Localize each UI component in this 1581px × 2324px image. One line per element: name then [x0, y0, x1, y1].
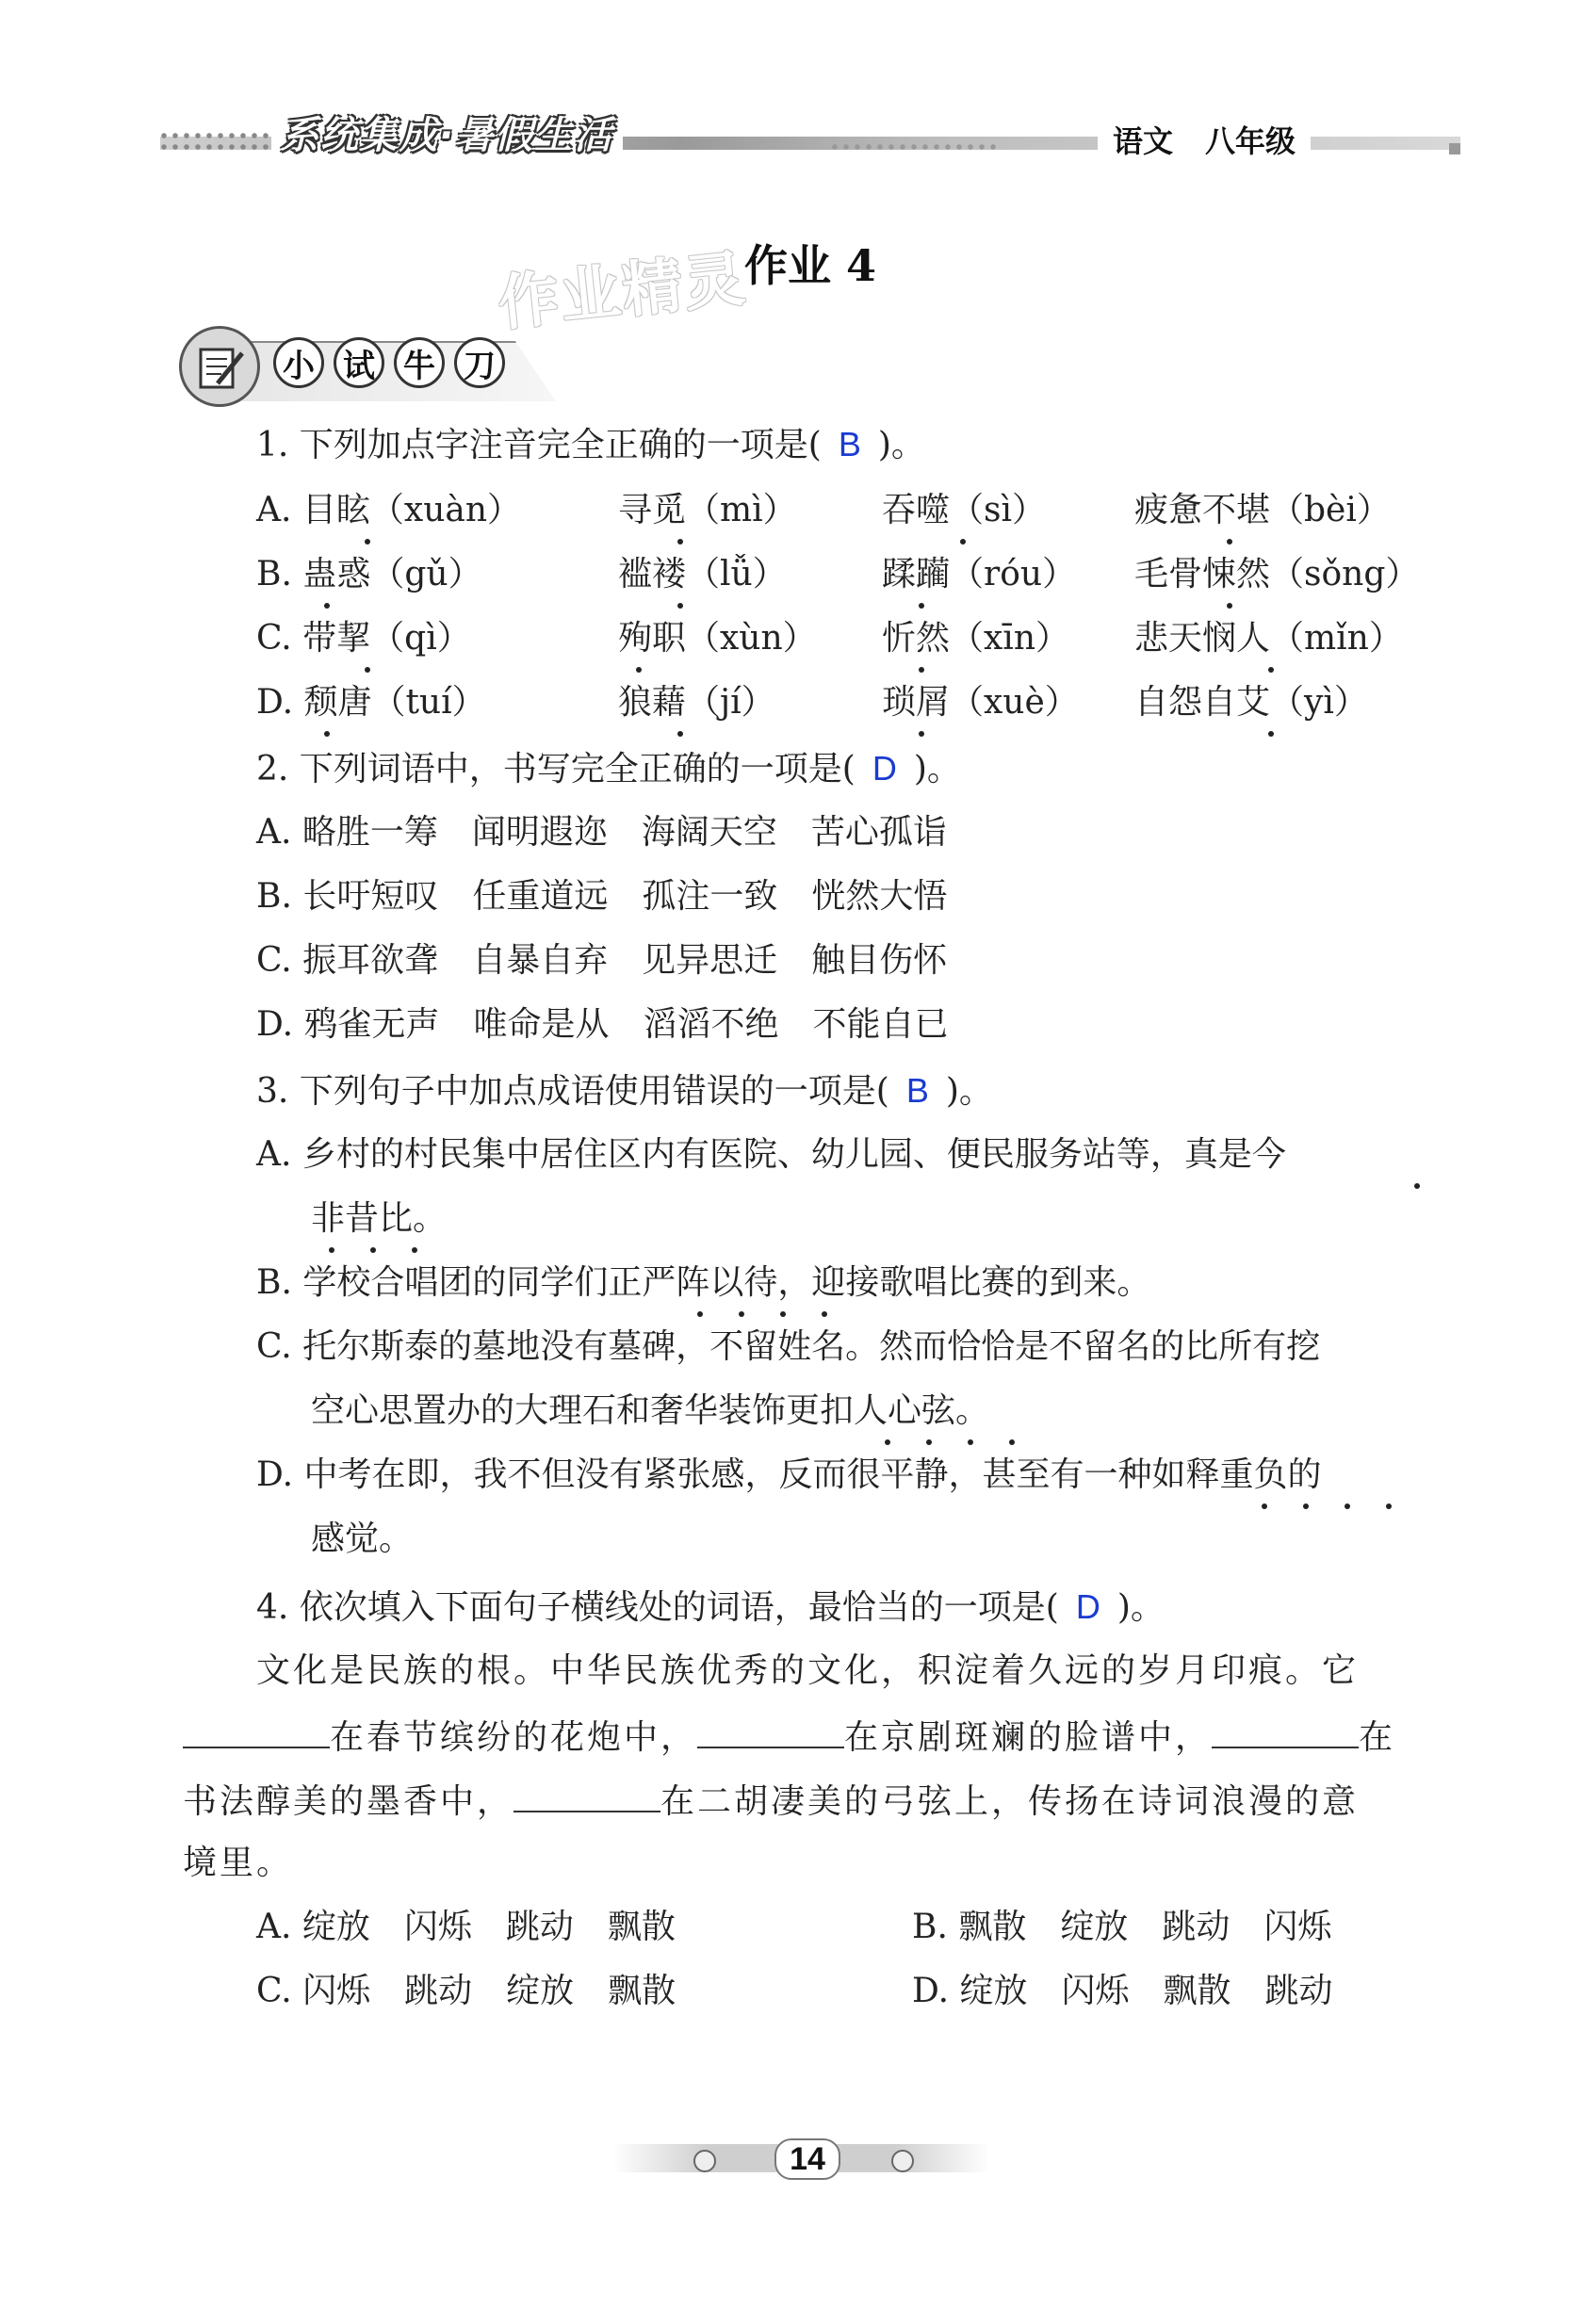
q1-option-b-1: B. 蛊惑（gǔ）	[256, 555, 482, 593]
q4-stem-text: 4. 依次填入下面句子横线处的词语，最恰当的一项是(	[256, 1588, 1059, 1627]
section-char: 试	[334, 337, 384, 388]
fill-blank-2[interactable]	[697, 1716, 844, 1748]
grade-label: 八年级	[1205, 123, 1296, 159]
q4-option-d: D. 绽放 闪烁 飘散 跳动	[912, 1972, 1333, 2010]
page-number: 14	[774, 2138, 840, 2180]
q4-passage-segment: 书法醇美的墨香中，	[183, 1782, 514, 1821]
watermark-text: 作业精灵	[495, 244, 750, 340]
q3-option-b: B. 学校合唱团的同学们正严阵以待，迎接歌唱比赛的到来。	[256, 1263, 1151, 1302]
series-title: 系统集成·暑假生活	[271, 106, 623, 159]
q1-option-b-4: 毛骨悚然（sǒng）	[1134, 555, 1420, 593]
section-title	[273, 337, 505, 388]
q3-stem-text: 3. 下列句子中加点成语使用错误的一项是(	[256, 1072, 889, 1111]
q3-option-a-line2: 非昔比。	[311, 1199, 448, 1238]
q1-option-a-2: 寻觅（mì）	[618, 491, 797, 529]
q4-passage-line4: 境里。	[183, 1844, 294, 1882]
q2-option-b: B. 长吁短叹 任重道远 孤注一致 恍然大悟	[256, 877, 948, 916]
q1-option-a-1: A. 目眩（xuàn）	[256, 491, 522, 529]
q2-option-d: D. 鸦雀无声 唯命是从 滔滔不绝 不能自已	[256, 1005, 949, 1044]
header-rule-end	[1449, 143, 1460, 154]
q1-option-d-1: D. 颓唐（tuí）	[256, 683, 486, 722]
fill-blank-4[interactable]	[513, 1780, 660, 1812]
q1-option-a-3: 吞噬（sì）	[882, 491, 1046, 529]
q1-option-c-3: 忻然（xīn）	[882, 619, 1070, 658]
q1-option-c-2: 殉职（xùn）	[618, 619, 817, 658]
q1-option-d-2: 狼藉（jí）	[618, 683, 775, 722]
q2-option-a: A. 略胜一筹 闻明遐迩 海阔天空 苦心孤诣	[256, 813, 947, 852]
q4-stem-close: )。	[1116, 1588, 1165, 1627]
q4-passage-segment: 在	[1359, 1718, 1396, 1757]
q1-stem	[256, 426, 925, 464]
q4-passage-segment: 在京剧斑斓的脸谱中，	[844, 1718, 1213, 1757]
q4-passage-segment: 在二胡凄美的弓弦上，传扬在诗词浪漫的意	[660, 1782, 1360, 1821]
q4-passage-segment: 在春节缤纷的花炮中，	[330, 1718, 698, 1757]
subject-grade	[1098, 118, 1311, 161]
section-char: 小	[273, 337, 324, 388]
section-banner	[179, 320, 565, 414]
q1-option-b-3: 蹂躏（róu）	[882, 555, 1077, 593]
q1-option-d-3: 琐屑（xuè）	[882, 683, 1079, 722]
q3-stem-close: )。	[945, 1072, 993, 1111]
q1-stem-close: )。	[877, 426, 925, 464]
q3-stem	[256, 1072, 993, 1111]
header-dots-left	[158, 130, 269, 154]
q2-stem-text: 2. 下列词语中，书写完全正确的一项是(	[256, 750, 856, 788]
q4-option-b: B. 飘散 绽放 跳动 闪烁	[912, 1908, 1332, 1946]
q3-option-d-line1: D. 中考在即，我不但没有紧张感，反而很平静，甚至有一种如释重负的	[256, 1455, 1322, 1494]
section-char: 刀	[454, 337, 505, 388]
q4-answer: D	[1075, 1587, 1100, 1626]
q4-option-a: A. 绽放 闪烁 跳动 飘散	[256, 1908, 676, 1946]
fill-blank-3[interactable]	[1212, 1716, 1359, 1748]
notebook-pencil-icon	[179, 326, 260, 407]
q4-passage-line3	[183, 1780, 1359, 1821]
q2-stem-close: )。	[913, 750, 961, 788]
q2-stem	[256, 750, 961, 788]
q3-option-d-line2: 感觉。	[311, 1520, 414, 1558]
q3-answer: B	[905, 1071, 929, 1110]
q1-option-d-4: 自怨自艾（yì）	[1134, 683, 1368, 722]
q3-option-a-line1: A. 乡村的村民集中居住区内有医院、幼儿园、便民服务站等，真是今	[256, 1135, 1286, 1174]
subject-label: 语文	[1113, 123, 1174, 159]
q1-answer: B	[838, 425, 861, 463]
q1-option-b-2: 褴褛（lǚ）	[618, 555, 787, 593]
q4-stem	[256, 1588, 1165, 1627]
fill-blank-1[interactable]	[183, 1716, 330, 1748]
page-title: 作业 4	[744, 240, 877, 291]
footer-ornament-left	[693, 2150, 716, 2172]
q4-passage-line1: 文化是民族的根。中华民族优秀的文化，积淀着久远的岁月印痕。它	[256, 1651, 1360, 1690]
q1-option-c-4: 悲天悯人（mǐn）	[1134, 619, 1403, 658]
q1-option-a-4: 疲惫不堪（bèi）	[1134, 491, 1391, 529]
q1-stem-text: 1. 下列加点字注音完全正确的一项是(	[256, 426, 822, 464]
q4-option-c: C. 闪烁 跳动 绽放 飘散	[256, 1972, 676, 2010]
header-dots-mid	[829, 141, 999, 153]
q2-answer: D	[872, 749, 897, 788]
footer-ornament-right	[891, 2150, 914, 2172]
q3-option-c-line2: 空心思置办的大理石和奢华装饰更扣人心弦。	[311, 1391, 990, 1430]
q4-passage-line2	[183, 1716, 1395, 1757]
q1-option-c-1: C. 带挈（qì）	[256, 619, 471, 658]
q3-option-c-line1: C. 托尔斯泰的墓地没有墓碑，不留姓名。然而恰恰是不留名的比所有挖	[256, 1327, 1321, 1366]
section-char: 牛	[394, 337, 445, 388]
q2-option-c: C. 振耳欲聋 自暴自弃 见异思迁 触目伤怀	[256, 941, 948, 980]
